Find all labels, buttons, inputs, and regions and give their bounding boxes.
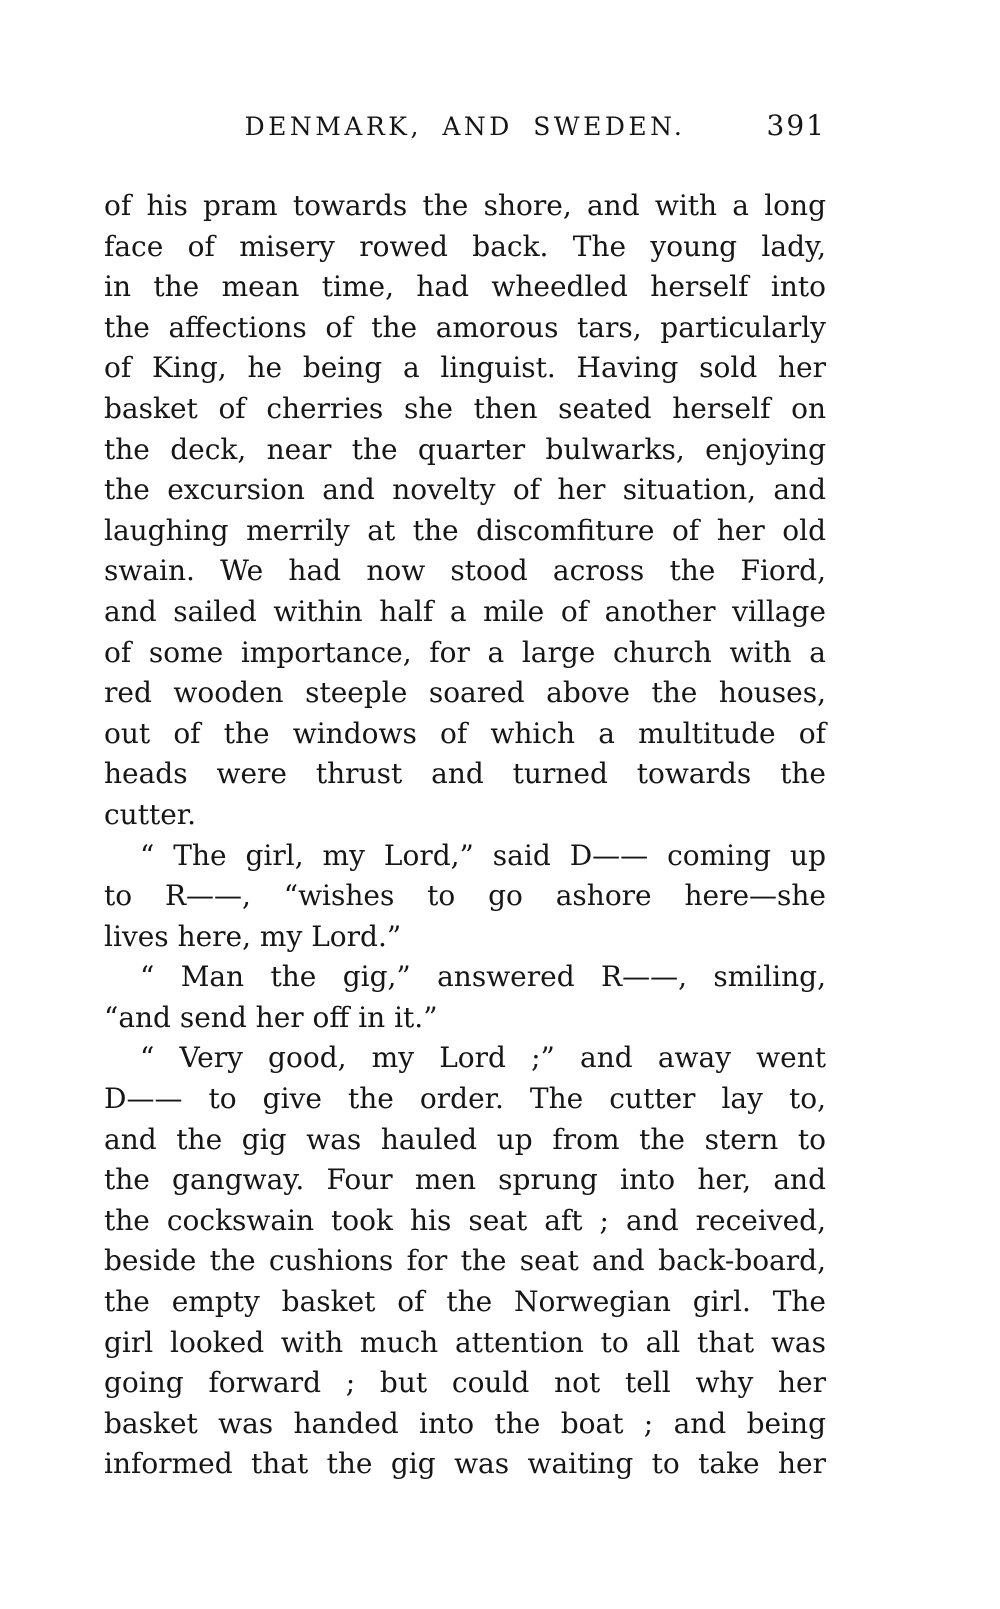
- body-text: [104, 186, 826, 1485]
- text-line: “ Man the gig,” answered R——, smiling,: [140, 960, 826, 994]
- text-line: girl looked with much attention to all that was: [104, 1325, 826, 1359]
- text-line: out of the windows of which a multitude of: [104, 716, 826, 750]
- text-line: “ Very good, my Lord ;” and away went: [140, 1041, 826, 1075]
- text-line: in the mean time, had wheedled herself into: [104, 270, 826, 304]
- text-line: red wooden steeple soared above the houses,: [104, 676, 826, 710]
- text-line: of his pram towards the shore, and with a long: [104, 189, 826, 222]
- text-line: of some importance, for a large church with a: [104, 635, 826, 669]
- text-line: going forward ; but could not tell why her: [104, 1366, 826, 1400]
- text-line: the affections of the amorous tars, particularly: [104, 310, 826, 344]
- text-line: the empty basket of the Norwegian girl. The: [104, 1285, 826, 1319]
- text-line: laughing merrily at the discomfiture of her old: [104, 513, 826, 547]
- text-line: beside the cushions for the seat and back-board,: [104, 1244, 826, 1278]
- text-line: of King, he being a linguist. Having sold her: [104, 351, 826, 385]
- page-header: [104, 109, 826, 158]
- text-line: informed that the gig was waiting to take her: [104, 1447, 826, 1481]
- text-line: “ The girl, my Lord,” said D—— coming up: [140, 838, 826, 872]
- text-line: face of misery rowed back. The young lady,: [104, 229, 826, 263]
- page-number: 391: [766, 109, 826, 142]
- text-line: the deck, near the quarter bulwarks, enjoying: [104, 432, 826, 466]
- text-line: basket of cherries she then seated herself on: [104, 391, 826, 425]
- running-header-title: DENMARK, AND SWEDEN.: [244, 112, 686, 141]
- text-line: “and send her off in it.”: [104, 1000, 438, 1034]
- text-line: swain. We had now stood across the Fiord,: [104, 554, 826, 588]
- text-line: basket was handed into the boat ; and being: [104, 1406, 826, 1440]
- text-line: heads were thrust and turned towards the: [104, 757, 826, 791]
- text-line: and the gig was hauled up from the stern to: [104, 1122, 826, 1156]
- text-line: and sailed within half a mile of another village: [104, 594, 826, 628]
- text-line: D—— to give the order. The cutter lay to,: [104, 1082, 826, 1116]
- text-line: lives here, my Lord.”: [104, 919, 402, 953]
- text-line: to R——, “wishes to go ashore here—she: [104, 879, 826, 913]
- text-line: the gangway. Four men sprung into her, and: [104, 1163, 826, 1197]
- text-line: the excursion and novelty of her situation, and: [104, 473, 826, 507]
- text-line: cutter.: [104, 797, 196, 831]
- text-line: the cockswain took his seat aft ; and received,: [104, 1203, 826, 1237]
